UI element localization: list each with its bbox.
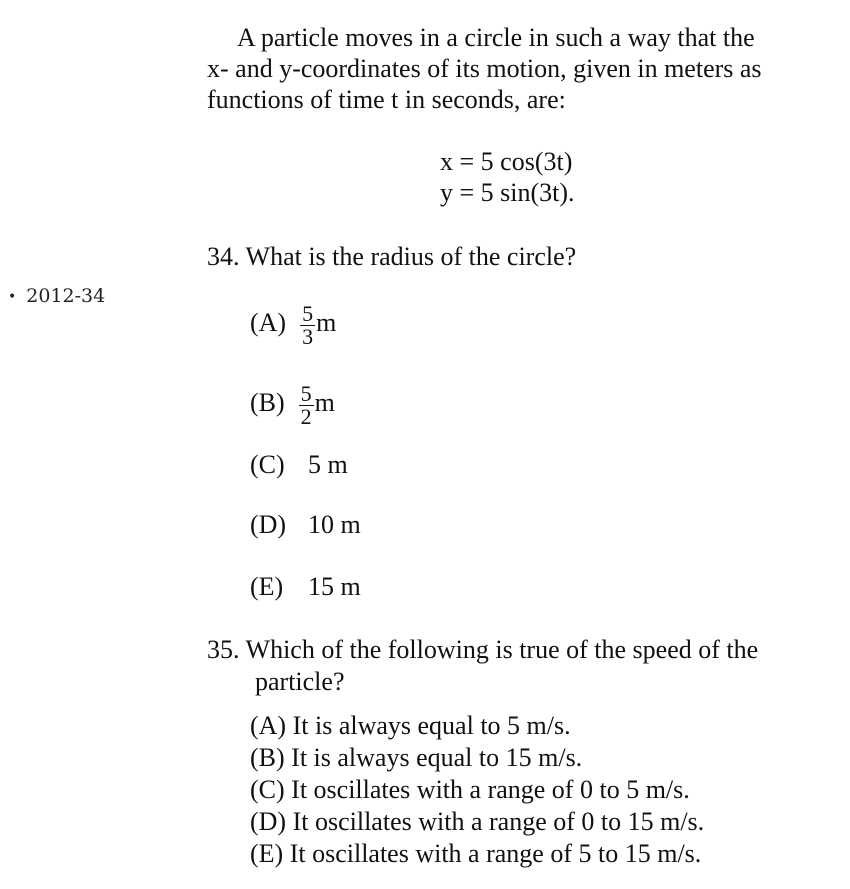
option-text: 15 m <box>308 572 361 601</box>
q34-option-e <box>250 571 361 602</box>
q35-option-b <box>250 742 582 773</box>
option-label: (C) <box>250 775 285 804</box>
option-text: It oscillates with a range of 0 to 5 m/s. <box>291 775 690 804</box>
intro-line-1: A particle moves in a circle in such a way that the <box>237 23 755 52</box>
option-text: 5 m <box>308 450 348 479</box>
tag-label: 2012-34 <box>26 285 106 307</box>
denominator: 3 <box>302 323 314 349</box>
question-tag <box>8 285 105 307</box>
option-label: (D) <box>250 510 287 539</box>
option-label: (A) <box>250 308 287 337</box>
option-label: (D) <box>250 807 287 836</box>
numerator: 5 <box>302 300 314 326</box>
option-text: 10 m <box>308 510 361 539</box>
option-label: (A) <box>250 711 287 740</box>
q35-option-c <box>250 774 690 805</box>
option-text: It oscillates with a range of 0 to 15 m/s. <box>292 807 705 836</box>
option-text: It oscillates with a range of 5 to 15 m/s. <box>289 839 702 868</box>
fraction <box>300 300 315 349</box>
equation-x: x = 5 cos(3t) <box>440 147 573 176</box>
option-label: (B) <box>250 743 285 772</box>
q34-option-d <box>250 509 361 540</box>
option-label: (C) <box>250 450 285 479</box>
q35-option-d <box>250 806 704 837</box>
option-text: It is always equal to 5 m/s. <box>292 711 571 740</box>
intro-line-2: x- and y-coordinates of its motion, given in meters as <box>207 54 762 83</box>
option-label: (E) <box>250 839 284 868</box>
option-label: (E) <box>250 572 284 601</box>
q35-option-a <box>250 710 571 741</box>
fraction <box>299 380 314 429</box>
intro-line-3: functions of time t in seconds, are: <box>207 85 566 114</box>
unit: m <box>314 388 335 417</box>
unit: m <box>316 308 337 337</box>
option-text: It is always equal to 15 m/s. <box>291 743 583 772</box>
option-label: (B) <box>250 388 285 417</box>
q35-option-e <box>250 838 701 869</box>
q35-question-line-2: particle? <box>255 667 345 696</box>
q34-option-b <box>250 381 335 428</box>
q34-option-a <box>250 301 336 348</box>
numerator: 5 <box>300 380 312 406</box>
q34-option-c <box>250 449 348 480</box>
q35-question-line-1: 35. Which of the following is true of the speed of the <box>207 635 759 664</box>
bullet-icon: • <box>8 289 17 305</box>
equation-y: y = 5 sin(3t). <box>440 178 575 207</box>
denominator: 2 <box>300 403 312 429</box>
q34-question: 34. What is the radius of the circle? <box>207 242 577 271</box>
